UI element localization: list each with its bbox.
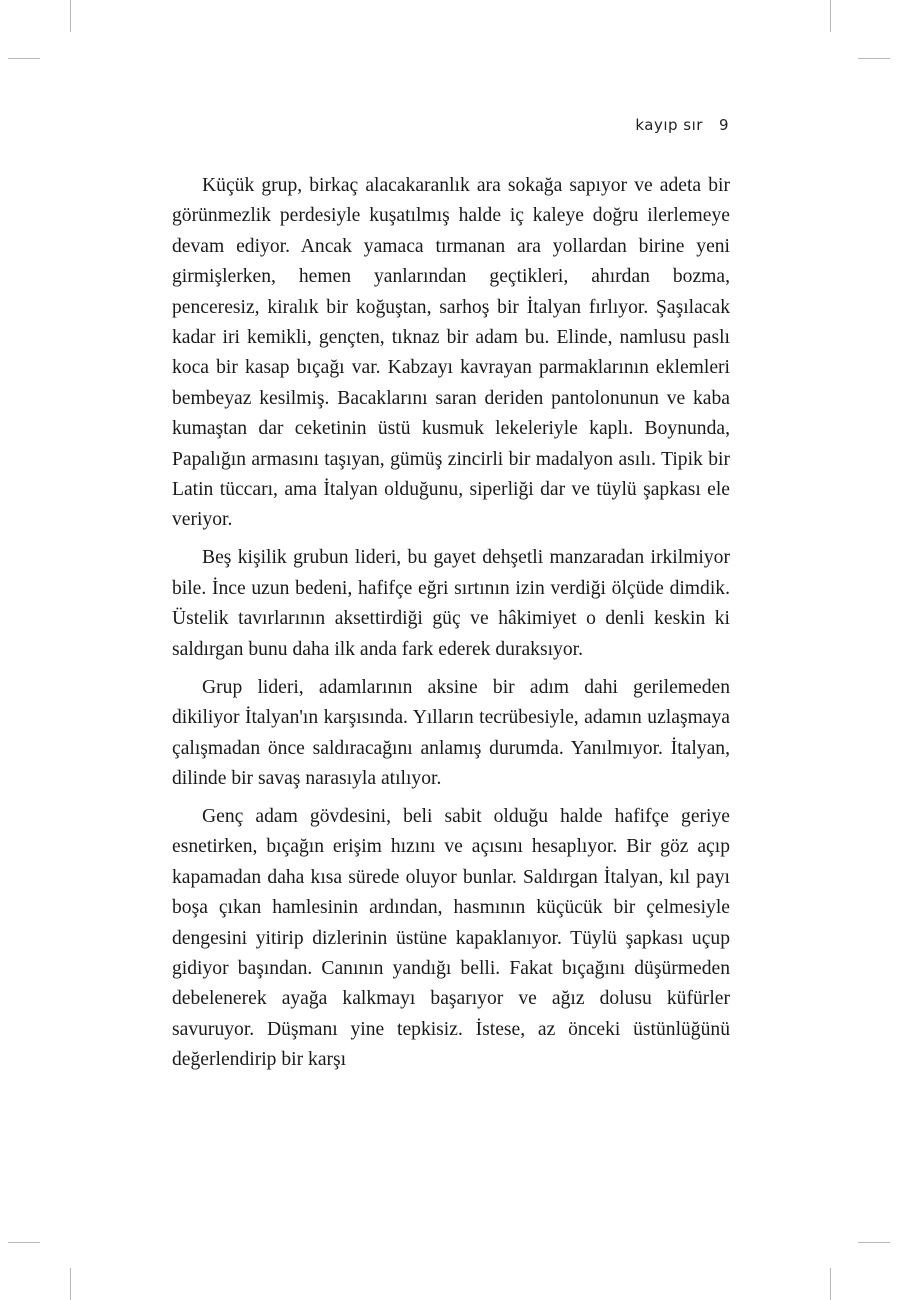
crop-mark-top-left [70, 0, 71, 32]
paragraph: Grup lideri, adamlarının aksine bir adım dahi gerilemeden dikiliyor İtalyan'ın karşısında. Yılların tecrübesiyle, adamın uzlaşmaya çalışmadan önce saldıracağını anlamış durumda. Yanılmıyor. İtalyan, dilinde bir savaş narasıyla atılıyor. [172, 676, 730, 789]
running-head-title: kayıp sır [635, 116, 703, 134]
crop-mark-left-bottom [8, 1242, 40, 1243]
crop-mark-right-top [858, 58, 890, 59]
crop-mark-top-right [830, 0, 831, 32]
crop-mark-right-bottom [858, 1242, 890, 1243]
crop-mark-bottom-left [70, 1268, 71, 1300]
running-head [635, 116, 729, 134]
paragraph: Genç adam gövdesini, beli sabit olduğu halde hafifçe geriye esnetirken, bıçağın erişim hızını ve açısını hesaplıyor. Bir göz açıp kapamadan daha kısa sürede oluyor bunlar. Saldırgan İtalyan, kıl payı boşa çıkan hamlesinin ardından, hasmının küçücük bir çelmesiyle dengesini yitirip dizlerinin üstüne kapaklanıyor. Tüylü şapkası uçup gidiyor başından. Canının yandığı belli. Fakat bıçağını düşürmeden debelenerek ayağa kalkmayı başarıyor ve ağız dolusu küfürler savuruyor. Düşmanı yine tepkisiz. İstese, az önceki üstünlüğünü değerlendirip bir karşı [172, 805, 730, 1071]
crop-mark-bottom-right [830, 1268, 831, 1300]
body-text [172, 171, 730, 1083]
crop-mark-left-top [8, 58, 40, 59]
paragraph: Beş kişilik grubun lideri, bu gayet dehşetli manzaradan irkilmiyor bile. İnce uzun bedeni, hafifçe eğri sırtının izin verdiği ölçüde dimdik. Üstelik tavırlarının aksettirdiği güç ve hâkimiyet o denli keskin ki saldırgan bunu daha ilk anda fark ederek duraksıyor. [172, 547, 730, 660]
paragraph: Küçük grup, birkaç alacakaranlık ara sokağa sapıyor ve adeta bir görünmezlik perdesiyle kuşatılmış halde iç kaleye doğru ilerlemeye devam ediyor. Ancak yamaca tırmanan ara yollardan birine yeni girmişlerken, hemen yanlarından geçtikleri, ahırdan bozma, penceresiz, kiralık bir koğuştan, sarhoş bir İtalyan fırlıyor. Şaşılacak kadar iri kemikli, gençten, tıknaz bir adam bu. Elinde, namlusu paslı koca bir kasap bıçağı var. Kabzayı kavrayan parmaklarının eklemleri bembeyaz kesilmiş. Bacaklarını saran deriden pantolonunun ve kaba kumaştan dar ceketinin üstü kusmuk lekeleriyle kaplı. Boynunda, Papalığın armasını taşıyan, gümüş zincirli bir madalyon asılı. Tipik bir Latin tüccarı, ama İtalyan olduğunu, siperliği dar ve tüylü şapkası ele veriyor. [172, 175, 730, 531]
page-number: 9 [718, 116, 729, 134]
